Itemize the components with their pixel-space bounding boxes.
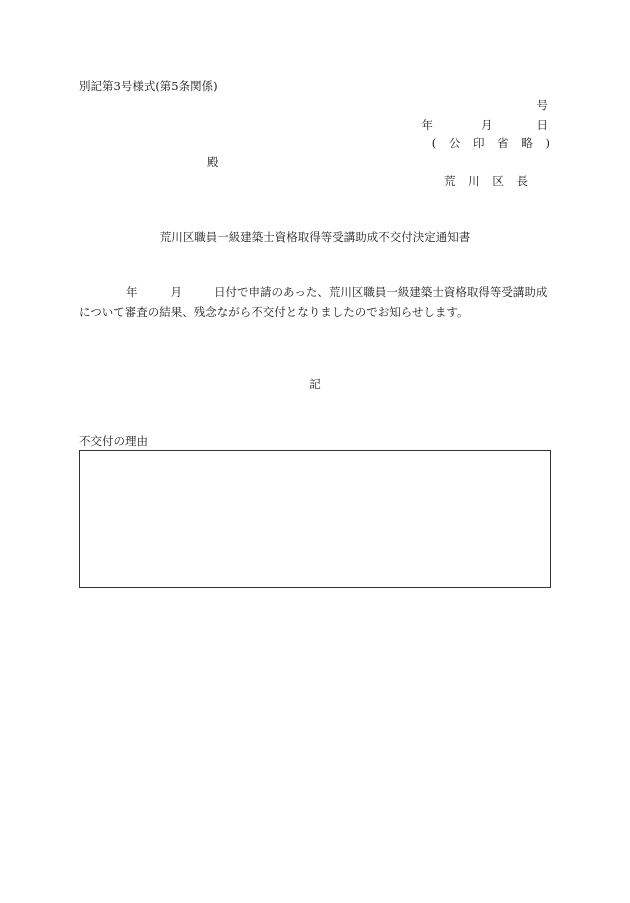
body-year: 年: [126, 285, 138, 299]
issue-number: 号: [536, 98, 548, 112]
body-line-1-text: 日付で申請のあった、荒川区職員一級建築士資格取得等受講助成: [214, 285, 548, 299]
form-label: 別記第3号様式(第5条関係): [79, 79, 218, 93]
reason-text: [80, 451, 550, 463]
date-year: 年: [421, 118, 433, 132]
issuer-name: 荒 川 区 長: [444, 174, 528, 188]
body-line-2: について審査の結果、残念ながら不交付となりましたのでお知らせします。: [79, 305, 469, 319]
ki-heading: 記: [309, 377, 321, 391]
body-month: 月: [170, 285, 182, 299]
body-line-1: [79, 287, 547, 299]
reason-label: 不交付の理由: [79, 434, 148, 448]
issue-date: [422, 120, 549, 132]
date-month: 月: [481, 118, 493, 132]
seal-omitted-note: ( 公 印 省 略 ): [431, 136, 550, 150]
document-title: 荒川区職員一級建築士資格取得等受講助成不交付決定通知書: [159, 230, 471, 244]
date-day: 日: [536, 118, 548, 132]
addressee-honorific: 殿: [207, 155, 219, 169]
reason-box[interactable]: [79, 450, 551, 588]
